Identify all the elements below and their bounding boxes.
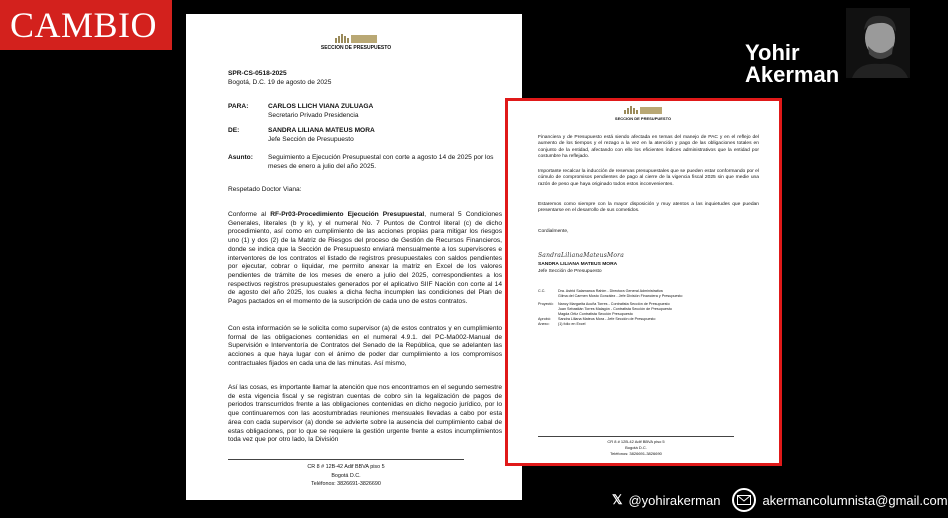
procedure-name: RF-Pr03-Procedimiento Ejecución Presupuestal — [270, 211, 425, 218]
reference-number: SPR-CS-0518-2025 — [228, 70, 287, 77]
x-logo-icon: 𝕏 — [612, 492, 623, 507]
memo-paragraph-1: Conforme al RF-Pr03-Procedimiento Ejecución Presupuestal, numeral 5 Condiciones Generales, literales (b y k), y el numeral No. 7 Puntos de Control literal (c) de dicho procedimiento, así como en cumplimiento de las acciones propias para mitigar los riesgos uno (1) y dos (2) de la Matriz de Riesgos del proceso de Gestión de Recursos Financieros, donde se indica que la Sección de Presupuesto enviará mensualmente a los supervisores e interventores de los contratos el listado de registros presupuestales con saldos pendientes por ejecutar, cobrar o liquidar, me permito anexar la matriz en Excel de los valores pendientes de trámite de los meses de enero a julio del 2025, correspondientes a los respectivos registros presupuestales generados por el aplicativo SIIF Nación con corte al 14 de agosto del año 2025, los cuales a dicha fecha incumplen las condiciones del Plan de Pagos pactados en el momento de la suscripción de cada uno de estos contratos. — [228, 211, 502, 306]
senate-logo: SECCION DE PRESUPUESTO — [316, 34, 396, 52]
email-address: akermancolumnista@gmail.com — [762, 492, 948, 508]
from-row: DE: SANDRA LILIANA MATEUS MORA Jefe Sección de Presupuesto — [228, 127, 502, 144]
brand-logo: CAMBIO — [0, 0, 172, 50]
closing: Cordialmente, — [538, 229, 569, 234]
to-row: PARA: CARLOS LLICH VIANA ZULUAGA Secretario Privado Presidencia — [228, 103, 502, 120]
email-icon — [732, 488, 756, 512]
cc-block: C.C. Dra. Astrid Salamanca Rahim - Directora General Administrativa Gilma del Carmen Mosto González - Jefe División Financiera y Presupuesto Proyectó: Nancy Margarita Acuña Torres - Contratista Sección de Presupuesto Juan Sebastián Torres Malagón - Contratista Sección de Presupuesto Magda Ortiz Contratista Sección Presupuesto Aprobó: Sandra Liliana Mateus Mora - Jefe Sección de Presupuesto Anexo: (1) folio en Excel — [538, 289, 683, 326]
author-photo — [846, 8, 910, 78]
memo-page-1 — [186, 14, 522, 500]
memo-date: Bogotá, D.C. 19 de agosto de 2025 — [228, 79, 332, 86]
page-2-paragraph-3: Estaremos como siempre con la mayor disposición y muy atentos a las inquietudes que puedan presentarse en el desarrollo de sus cometidos. — [538, 202, 759, 214]
handwritten-signature: SandraLilianaMateusMora — [538, 252, 625, 259]
page-2-footer: CR 8 # 12B-42 Adif BBVA piso 5 Bogotá D.C. Teléfonos: 3826691-3826690 — [538, 436, 734, 457]
sender-role: Jefe Sección de Presupuesto — [268, 135, 354, 143]
recipient-name: CARLOS LLICH VIANA ZULUAGA — [268, 103, 374, 110]
sender-name: SANDRA LILIANA MATEUS MORA — [268, 127, 375, 134]
social-footer — [612, 488, 948, 512]
page-2-paragraph-2: Importante recalcar la inducción de reservas presupuestales que se pueden estar conformando por el cúmulo de compromisos pendientes de pago al cierre de la vigencia fiscal 2025 sin que medie una razón de peso que haya originado todos estos inconvenientes. — [538, 169, 759, 187]
senate-logo: SECCION DE PRESUPUESTO — [608, 106, 678, 121]
author-name — [745, 42, 839, 86]
memo-paragraph-3: Así las cosas, es importante llamar la atención que nos encontramos en el segundo semestre de esta vigencia fiscal y se registran cuentas de cobro sin la legalización de pagos de periodos transcurridos frente a las obligaciones contenidas en dicho negocio jurídico, por lo que continuaremos con las acostumbradas reuniones mensuales llevadas a cabo por esta área con cada supervisor (a) donde se advierte sobre la ausencia del cumplimiento cabal de estas obligaciones, por lo que se requiere la gestión urgente frente a estos incumplimientos toda vez que por otro lado, la División — [228, 384, 502, 444]
signer-role: Jefe Sección de Presupuesto — [538, 269, 602, 274]
memo-page-2 — [505, 98, 782, 466]
greeting: Respetado Doctor Viana: — [228, 186, 302, 193]
x-handle: @yohirakerman — [628, 492, 721, 508]
memo-paragraph-2: Con esta información se le solicita como supervisor (a) de estos contratos y en cumplimiento formal de las obligaciones contenidas en el numeral 4.9.1. del PC-Ma002-Manual de Supervisión e Interventoría de Contratos del Senado de la República, que se adelanten las acciones a que haya lugar con el ánimo de poder dar cumplimiento a los compromisos contractuales fijados en cada una de las minutas. Así mismo, — [228, 325, 502, 367]
page-1-footer: CR 8 # 12B-42 Adif BBVA piso 5 Bogotá D.C. Teléfonos: 3826691-3826690 — [228, 459, 464, 489]
page-2-paragraph-1: Financiera y de Presupuesto está siendo afectada en temas del manejo de PAC y en el reflejo del aumento de los tiempos y el rezago a la vez en la atención y pago de las obligaciones totales en conjunto de la entidad, afectando con ello los eficientes índices administrativos que la entidad por costumbre ha reflejado. — [538, 135, 759, 160]
author-first-name: Yohir — [745, 40, 800, 65]
subject-row: Asunto: Seguimiento a Ejecución Presupuestal con corte a agosto 14 de 2025 por los meses de enero a julio del año 2025. — [228, 154, 502, 171]
signer-name: SANDRA LILIANA MATEUS MORA — [538, 262, 618, 267]
subject-text: Seguimiento a Ejecución Presupuestal con corte a agosto 14 de 2025 por los meses de enero a julio del año 2025. — [268, 154, 494, 170]
author-last-name: Akerman — [745, 62, 840, 87]
recipient-role: Secretario Privado Presidencia — [268, 111, 359, 119]
